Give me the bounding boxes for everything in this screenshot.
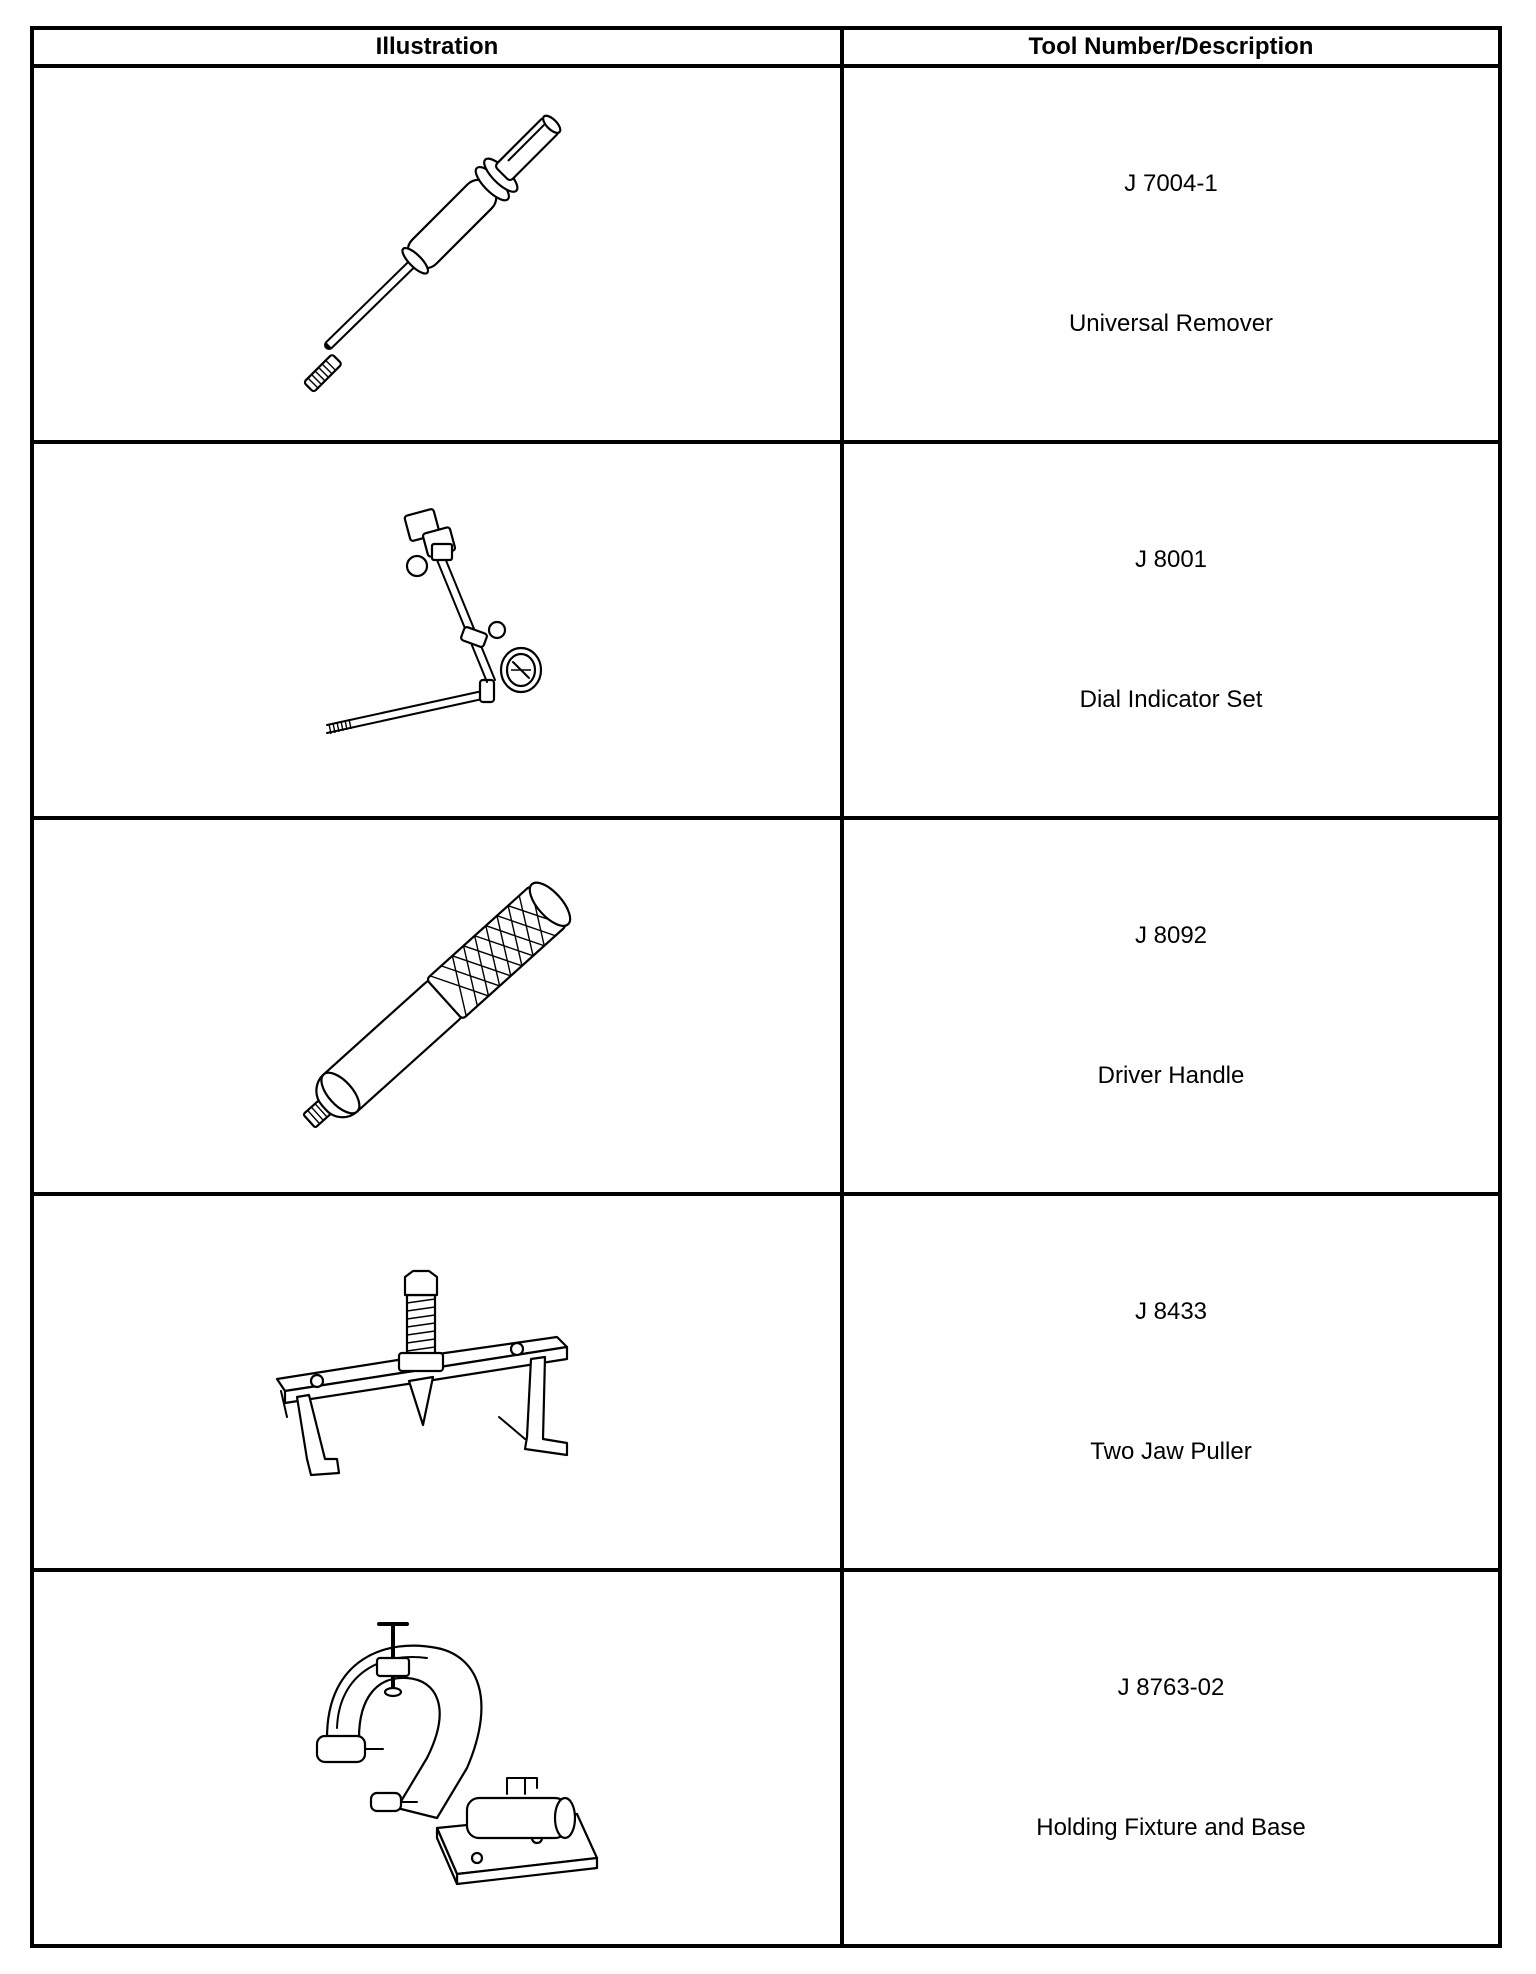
header-row	[32, 28, 1500, 66]
driver-handle-illustration	[277, 861, 597, 1151]
tool-description: Holding Fixture and Base	[1036, 1814, 1306, 1841]
tool-number: J 8001	[1134, 546, 1208, 573]
illustration-cell	[32, 66, 842, 442]
tool-description: Dial Indicator Set	[1079, 686, 1263, 713]
tool-cell	[842, 1194, 1500, 1570]
illustration-cell	[32, 1570, 842, 1946]
tool-description: Two Jaw Puller	[1090, 1438, 1252, 1465]
tool-number: J 8763-02	[1117, 1674, 1225, 1701]
holding-fixture-illustration	[267, 1618, 607, 1898]
illustration-cell	[32, 442, 842, 818]
illustration-cell	[32, 818, 842, 1194]
tool-number: J 8092	[1134, 922, 1208, 949]
table-row	[32, 66, 1500, 442]
universal-remover-illustration	[277, 109, 597, 399]
tool-description: Driver Handle	[1097, 1062, 1245, 1089]
table-row	[32, 1194, 1500, 1570]
two-jaw-puller-illustration	[267, 1267, 607, 1497]
illustration-cell	[32, 1194, 842, 1570]
tool-header: Tool Number/Description	[842, 28, 1500, 66]
tool-number: J 7004-1	[1124, 170, 1218, 197]
tool-number: J 8433	[1134, 1298, 1208, 1325]
tool-cell	[842, 442, 1500, 818]
tools-table	[30, 26, 1502, 1948]
tool-description: Universal Remover	[1068, 310, 1274, 337]
table-row	[32, 1570, 1500, 1946]
tool-cell	[842, 66, 1500, 442]
table-row	[32, 442, 1500, 818]
table-row	[32, 818, 1500, 1194]
illustration-header: Illustration	[32, 28, 842, 66]
tool-cell	[842, 1570, 1500, 1946]
dial-indicator-illustration	[297, 500, 577, 760]
tool-cell	[842, 818, 1500, 1194]
